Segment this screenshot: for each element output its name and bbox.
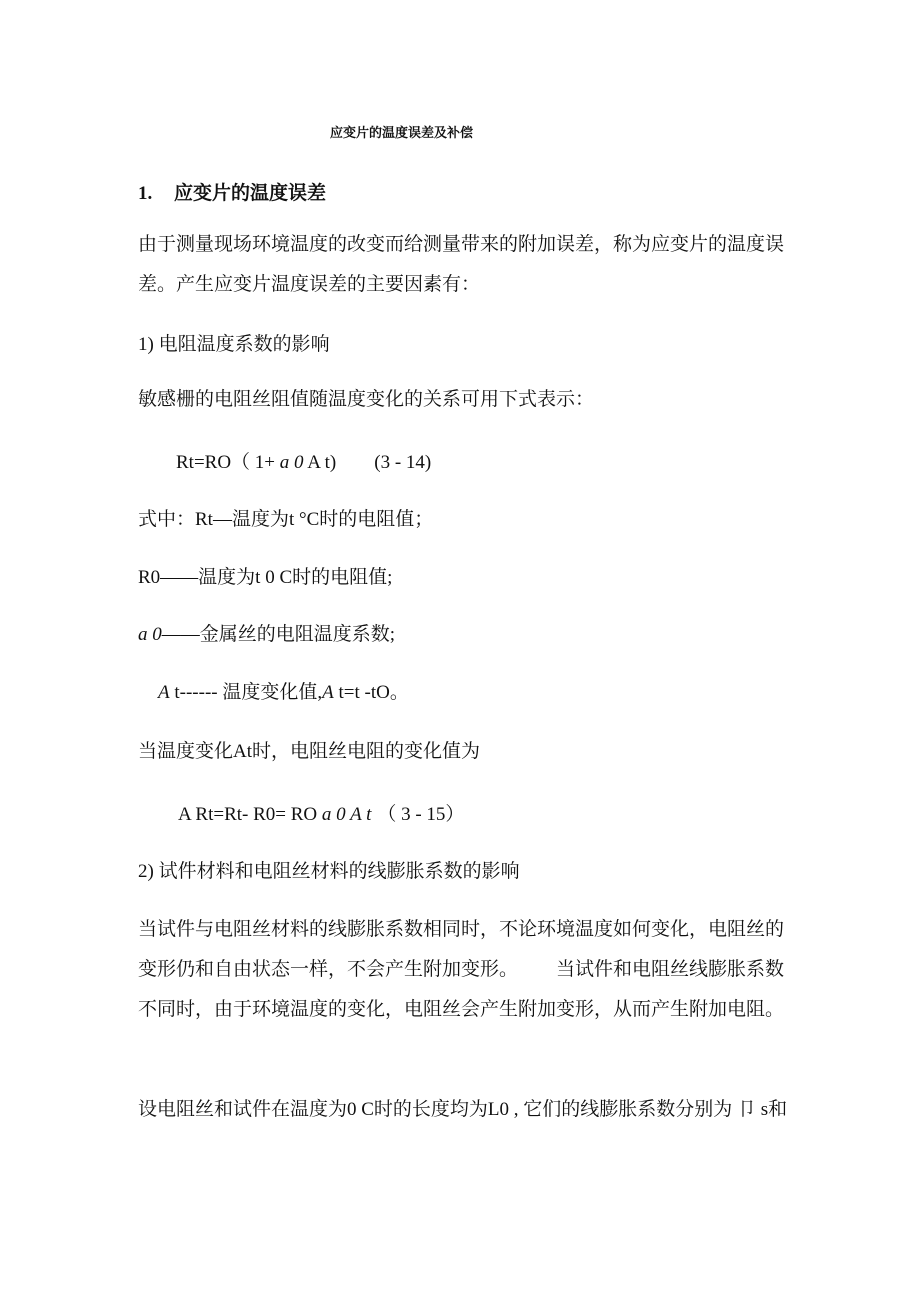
formula2-label: （ 3 - 15） (377, 804, 465, 825)
definition-a0 (138, 623, 395, 647)
subheading-1: 1) 电阻温度系数的影响 (138, 334, 330, 355)
formula-3-14 (176, 451, 431, 475)
intro-line-1: 由于测量现场环境温度的改变而给测量带来的附加误差，称为应变片的温度误 (138, 234, 785, 255)
dt-text: t------ 温度变化值, (169, 682, 323, 703)
section-heading-text: 应变片的温度误差 (174, 183, 327, 204)
formula-alpha: a 0 (279, 452, 304, 473)
para2-line-3: 不同时，由于环境温度的变化，电阻丝会产生附加变形，从而产生附加电阻。 (138, 999, 785, 1020)
change-text: 当温度变化At时，电阻丝电阻的变化值为 (138, 741, 481, 762)
delta-symbol: A (322, 682, 334, 703)
sub1-text: 敏感栅的电阻丝阻值随温度变化的关系可用下式表示： (138, 389, 595, 410)
definition-rt: 式中：Rt—温度为t °C时的电阻值； (138, 509, 434, 530)
last-line: 设电阻丝和试件在温度为0 C时的长度均为L0 , 它们的线膨胀系数分别为 卩 s和 (138, 1099, 788, 1120)
definition-r0: R0——温度为t 0 C时的电阻值; (138, 567, 393, 588)
a0-symbol: a 0 (138, 624, 162, 645)
formula-rest: A t) (303, 452, 337, 473)
formula-label: (3 - 14) (374, 452, 432, 473)
formula-3-15 (178, 803, 464, 827)
subheading-2: 2) 试件材料和电阻丝材料的线膨胀系数的影响 (138, 861, 520, 882)
dt-formula: t=t -tO。 (333, 682, 409, 703)
formula2-lhs: A Rt=Rt- R0= RO (178, 804, 322, 825)
section-heading (138, 182, 326, 206)
a0-text: ——金属丝的电阻温度系数; (161, 624, 396, 645)
document-title: 应变片的温度误差及补偿 (330, 126, 474, 141)
definition-dt (158, 681, 409, 705)
formula-lhs: Rt=RO（ 1+ (176, 452, 280, 473)
intro-line-2: 差。产生应变片温度误差的主要因素有： (138, 274, 481, 295)
formula2-italic: a 0 A t (321, 804, 372, 825)
section-number: 1. (138, 183, 153, 204)
para2-line-1: 当试件与电阻丝材料的线膨胀系数相同时，不论环境温度如何变化，电阻丝的 (138, 919, 785, 940)
para2-line-2: 变形仍和自由状态一样，不会产生附加变形。 当试件和电阻丝线膨胀系数 (138, 959, 785, 980)
delta-symbol: A (158, 682, 170, 703)
